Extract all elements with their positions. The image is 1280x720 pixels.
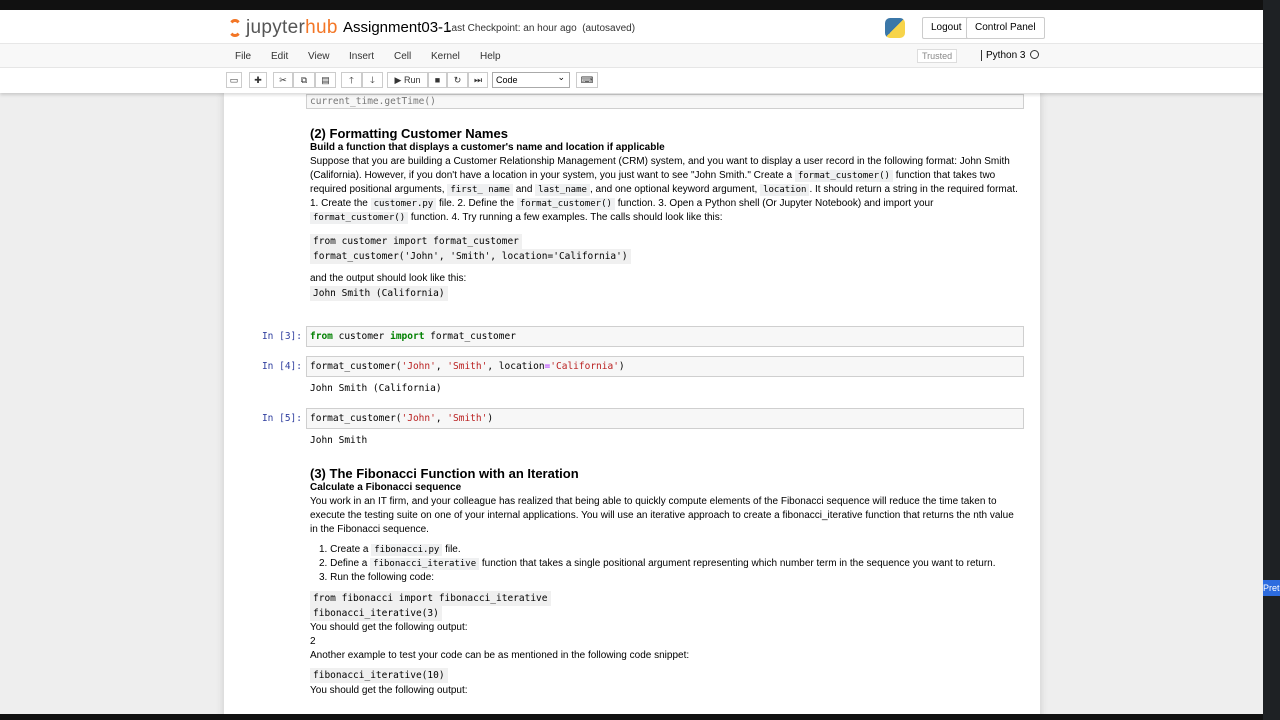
menu-insert[interactable]: Insert — [349, 51, 375, 62]
menu-help[interactable]: Help — [480, 51, 501, 62]
section3-title: (3) The Fibonacci Function with an Iteration — [310, 466, 579, 481]
paste-icon[interactable]: ▤ — [315, 72, 336, 88]
menu-kernel[interactable]: Kernel — [431, 51, 460, 62]
move-up-icon[interactable]: 🡑 — [341, 72, 362, 88]
background-window: Pret — [1263, 0, 1280, 720]
menubar — [0, 44, 1263, 68]
logout-button[interactable]: Logout — [922, 17, 971, 39]
code-cell-3[interactable]: from customer import format_customer — [306, 326, 1024, 347]
section2-subtitle: Build a function that displays a customer's name and location if applicable — [310, 142, 665, 153]
section3-subtitle: Calculate a Fibonacci sequence — [310, 482, 462, 493]
example-output: 2 — [310, 636, 316, 647]
output-label: You should get the following output: — [310, 685, 468, 696]
control-panel-button[interactable]: Control Panel — [966, 17, 1045, 39]
toolbar — [0, 68, 1263, 93]
section2-title: (2) Formatting Customer Names — [310, 126, 508, 141]
trusted-badge[interactable]: Trusted — [917, 49, 957, 63]
cell-prompt: In [5]: — [261, 413, 302, 424]
restart-icon[interactable]: ↻ — [447, 72, 468, 88]
cell-output: John Smith — [310, 435, 368, 446]
stop-icon[interactable]: ■ — [428, 72, 447, 88]
list-item: 2. Define a fibonacci_iterative function that takes a single positional argument representing which number term in the sequence you want to return. — [319, 558, 996, 569]
section2-paragraph: Suppose that you are building a Customer Relationship Management (CRM) system, and you want to display a user record in the following format: John Smith (California). However, if you don't have a location in your system, you just want to see "John Smith." Create a format_customer() function that takes two required positional arguments, first_ name and last_name , and one optional keyword argument, location . It should return a string in the required format. 1. Create the customer.py file. 2. Define the format_customer() function. 3. Open a Python shell (Or Jupyter Notebook) and import your format_customer() function. 4. Try running a few examples. The calls should look like this: — [310, 156, 1018, 223]
save-icon[interactable]: ▭ — [226, 72, 242, 88]
jupyter-header — [0, 10, 1263, 44]
cell-type-select[interactable]: Code ⌄ — [492, 72, 570, 88]
list-item: 1. Create a fibonacci.py file. — [319, 544, 461, 555]
jupyterhub-logo[interactable]: jupyterhub — [228, 17, 338, 39]
cell-output: John Smith (California) — [310, 383, 442, 394]
section3-paragraph: You work in an IT firm, and your colleague has realized that being able to quickly compute elements of the Fibonacci sequence will reduce the time taken to execute the testing suite on one of your internal applications. You will use an iterative approach to create a fibonacci_iterative function that returns the nth value in the Fibonacci sequence. — [310, 496, 1014, 535]
notebook-name[interactable]: Assignment03-1 — [343, 19, 452, 36]
kernel-idle-icon — [1030, 50, 1039, 59]
restart-run-all-icon[interactable]: ⏭ — [468, 72, 488, 88]
list-item: 3. Run the following code: — [319, 572, 435, 583]
output-label: You should get the following output: — [310, 622, 468, 633]
python-logo-icon — [885, 18, 905, 38]
run-button[interactable]: ▶ Run — [387, 72, 428, 88]
steps-list — [319, 543, 1020, 585]
code-cell-5[interactable]: format_customer('John', 'Smith') — [306, 408, 1024, 429]
menu-file[interactable]: File — [235, 51, 252, 62]
checkpoint-status: Last Checkpoint: an hour ago (autosaved) — [446, 23, 636, 34]
keyboard-shortcuts-icon[interactable]: ⌨ — [576, 72, 598, 88]
markdown-cell-section2[interactable] — [310, 126, 1020, 301]
output-label: and the output should look like this: — [310, 273, 467, 284]
browser-window — [0, 10, 1263, 714]
cut-icon[interactable]: ✂ — [273, 72, 293, 88]
cell-prompt: In [4]: — [261, 361, 302, 372]
menu-edit[interactable]: Edit — [271, 51, 289, 62]
copy-icon[interactable]: ⧉ — [293, 72, 315, 88]
insert-cell-icon[interactable]: ✚ — [249, 72, 267, 88]
menu-view[interactable]: View — [308, 51, 330, 62]
notebook-container — [224, 90, 1040, 714]
example-code-block: from customer import format_customer format_customer('John', 'Smith', location='California') — [310, 234, 1020, 264]
code-cell-4[interactable]: format_customer('John', 'Smith', location='California') — [306, 356, 1024, 377]
example-code-block: from fibonacci import fibonacci_iterative fibonacci_iterative(3) — [310, 591, 1020, 621]
kernel-indicator: Python 3 — [981, 50, 1039, 61]
menu-cell[interactable]: Cell — [394, 51, 412, 62]
previous-code-cell[interactable]: current_time.getTime() — [306, 94, 1024, 109]
move-down-icon[interactable]: 🡓 — [362, 72, 383, 88]
markdown-cell-section3[interactable] — [310, 466, 1020, 698]
another-example-text: Another example to test your code can be as mentioned in the following code snippet: — [310, 650, 690, 661]
example-output: John Smith (California) — [310, 286, 448, 301]
example-code-block: fibonacci_iterative(10) — [310, 668, 448, 683]
cell-prompt: In [3]: — [261, 331, 302, 342]
